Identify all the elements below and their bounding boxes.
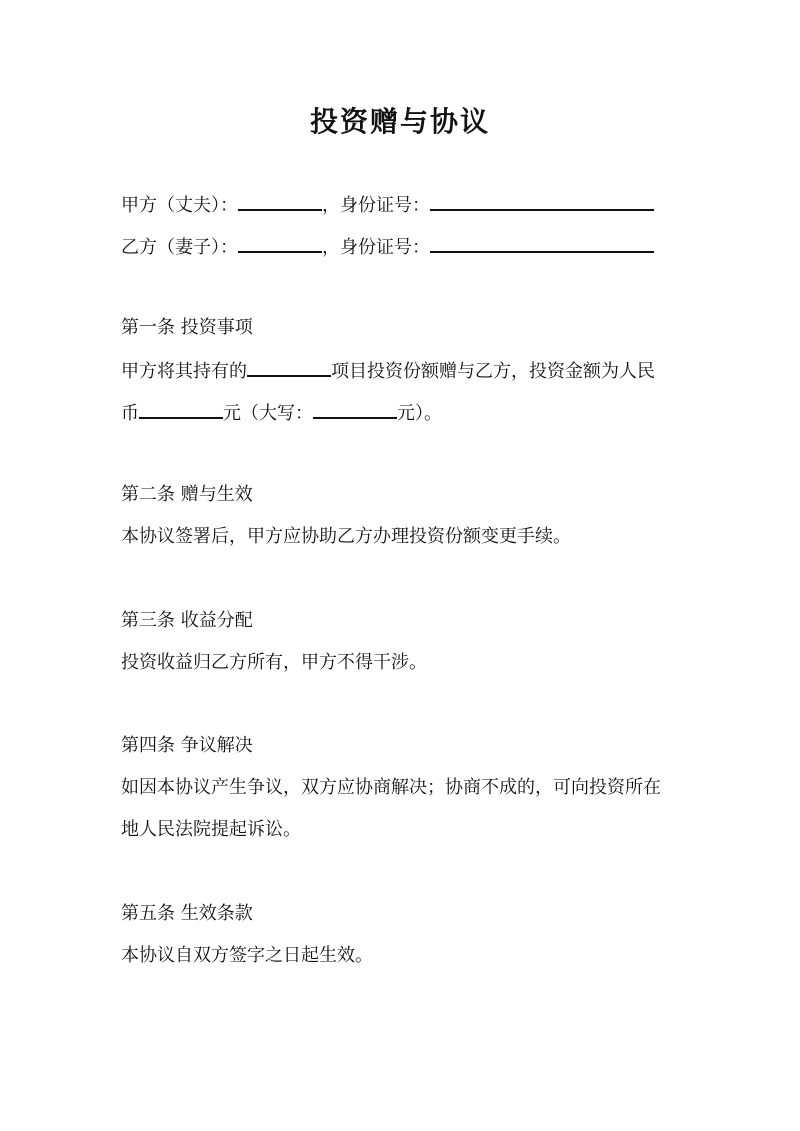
party-b-id-label: ，身份证号：	[322, 237, 430, 258]
article1-line2	[121, 399, 442, 426]
article1-line1-pre: 甲方将其持有的	[121, 361, 247, 382]
party-a-name-blank	[238, 191, 322, 211]
article1-line1-post: 项目投资份额赠与乙方，投资金额为人民	[331, 361, 655, 382]
party-b-label: 乙方（妻子）：	[121, 237, 238, 258]
article1-heading: 第一条 投资事项	[121, 317, 253, 338]
amount-capital-blank	[313, 399, 397, 419]
document-title: 投资赠与协议	[309, 105, 490, 138]
party-b-line	[121, 233, 654, 260]
article4-heading: 第四条 争议解决	[121, 735, 253, 756]
party-b-id-blank	[430, 233, 654, 253]
article1-line2-post: 元）。	[397, 403, 442, 424]
article1-line2-pre: 币	[121, 403, 139, 424]
article3-heading: 第三条 收益分配	[121, 610, 253, 631]
party-a-line	[121, 191, 654, 218]
project-blank	[247, 357, 331, 377]
party-b-name-blank	[238, 233, 322, 253]
article1-line1	[121, 357, 655, 384]
party-a-label: 甲方（丈夫）：	[121, 195, 238, 216]
party-a-id-blank	[430, 191, 654, 211]
amount-blank	[139, 399, 223, 419]
article5-heading: 第五条 生效条款	[121, 903, 253, 924]
party-a-id-label: ，身份证号：	[322, 195, 430, 216]
article4-body-line1: 如因本协议产生争议，双方应协商解决；协商不成的，可向投资所在	[121, 777, 661, 798]
article1-line2-mid: 元（大写：	[223, 403, 313, 424]
article4-body-line2: 地人民法院提起诉讼。	[121, 819, 301, 840]
article5-body: 本协议自双方签字之日起生效。	[121, 945, 373, 966]
article2-body: 本协议签署后，甲方应协助乙方办理投资份额变更手续。	[121, 526, 571, 547]
article2-heading: 第二条 赠与生效	[121, 484, 253, 505]
article3-body: 投资收益归乙方所有，甲方不得干涉。	[121, 652, 427, 673]
